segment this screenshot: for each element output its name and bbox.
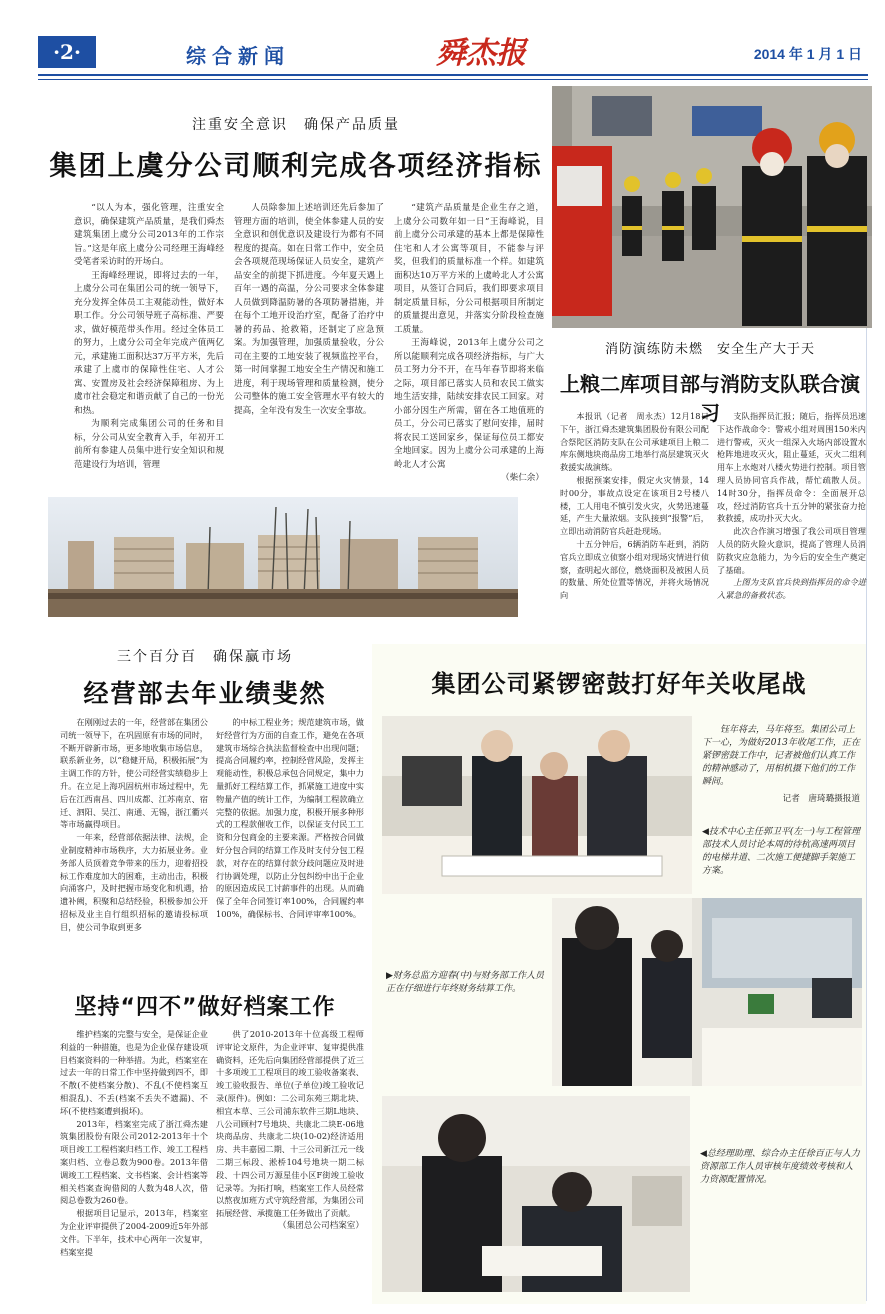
article-headline: 坚持“四不”做好档案工作 [74,995,336,1020]
paper-logo [406,32,556,72]
photo-caption: 上图为支队官兵快到指挥员的命令进入紧急的备救状态。 [717,577,866,601]
paragraph: 王海峰说，2013年上虞分公司之所以能顺利完成各项经济指标，与广大员工努力分不开，在马年春节即将来临之际，项目部已落实人员和农民工做实地生活安排，陆续安排农民工回家。对小部分因生产所需，留在各工地值班的员工，分公司已落实了慰问安排，届时将农民工送回家乡，保证每位员工都安全地回家。因为上虞分公司承建的上海岭北人才公寓 [394,338,544,470]
header-rule [38,74,868,76]
finance-dept-photo [552,898,862,1086]
article-column [216,1028,364,1296]
article-column [60,716,208,976]
photo-credit: 记者 唐琦璐摄报道 [782,794,860,804]
article-column [717,410,866,638]
paragraph: 一年来，经营部依据法律、法规，企业制度精神市场秩序，大力拓展业务。业务部人员顶着竞争带来的压力，迎着招投标工作难度加大的困难，主动出击，积极向涌客户，及时把握市场变化和机遇，拾遗补阙，积聚和总结经验，积极参加公开招标及业主自行组织招标的邀请投标项目，使公司争取到更多 [60,832,208,932]
article-column [216,716,364,976]
page-number: ·2· [38,36,96,68]
paragraph: 的中标工程业务；规范建筑市场，做好经营行为方面的自查工作，避免在各项建筑市场综合执法监督检查中出现问题；提高合同履约率，控制经营风险，发挥主观能动性，积极总承包合同规定，集中力量抓好工程结算工作，抓紧施工进度中实物量产值的统计工作，为编制工程款确立完整的依据。加强力度，积极开展多种形式的工程款催收工作，以保证支付民工工资和分包商金的主要来源。严格按合同做好分包合同的结算工作及时支付分包工程款，对存在的结算付款分歧问题应及时进行协调处理，以防止分包纠纷中出于企业的原因造成民工讨薪事件的出现。从而确保了全年合同签订率100%，合同履约率100%，确保标书、合同评审率100%。 [216,717,364,919]
caption-heading: 消防演练防未燃 安全生产大于天 [604,342,815,357]
article-headline: 集团上虞分公司顺利完成各项经济指标 [49,151,543,182]
photo-caption: ◀总经理助理、综合办主任徐百正与人力资源部工作人员审核年度绩效考核和人力资源配置情况。 [700,1149,860,1185]
paragraph: 维护档案的完整与安全，是保证企业利益的一种措施，也是为企业保存建设项目档案资料的一种举措。为此，档案室在过去一年的日常工作中坚持做到四不，即不散(不使档案分散)、不乱(不使档案互相混乱)、不丢(档案不丢失不遗漏)、不坏(不使档案遭到损坏)。 [60,1029,208,1116]
paragraph: “以人为本，强化管理，注重安全意识，确保建筑产品质量，是我们舜杰建筑集团上虞分公司2013年的工作宗旨。”这是年底上虞分公司经理王海峰经受笔者采访时的开场白。 [74,203,224,267]
paragraph: 本报讯（记者 周永杰）12月18日下午，浙江舜杰建筑集团股份有限公司配合祭陀区消防支队在公司承建项目上粮二库东侧地块商品房工地举行高层建筑灭火救援实战演练。 [560,411,709,473]
paragraph: 支队指挥员汇报；随后，指挥员迅速下达作战命令：警戒小组对周围150米内进行警戒，灭火一组深入火场内部设置水枪阵地进攻灭火，阻止蔓延，灭火二组利用车上水炮对八楼火势进行控制。项目管理人员协同官兵作战，帮忙疏散人员。14时30分，指挥员命令：全面展开总攻，经过消防官兵十五分钟的紧张奋力抢救救援，成功扑灭大火。 [717,411,866,524]
issue-date: 2014 年 1 月 1 日 [753,46,862,62]
article-headline: 经营部去年业绩斐然 [83,679,327,708]
article-fire-drill [552,332,868,638]
feature-intro [702,724,860,806]
intro-text: 钰年将去，马年将至。集团公司上下一心，为做好2013年收尾工作，正在紧锣密鼓工作中，记者被他们认真工作的精神感动了，用相机摄下他们的工作瞬间。 [702,725,860,787]
paragraph: 人员除参加上述培训还先后参加了管理方面的培训，使全体参建人员的安全意识和创优意识及建设行为都有不同程度的提高。如在日常工作中，安全员会各项规范现场保证人员安全，建筑产品安全的前提下抓进度。今年夏天遇上百年一遇的高温，分公司要求全体参建人员做到降温防暑的各项防暑措施，并在每个工地开设治疗室，配备了治疗中暑的药品、抢救箱，还制定了应急预案。为加强管理，加强质量验收，分公司在主要的工地安装了视频监控平台，第一时间掌握工地安全生产情况和施工进度，利于现场管理和质量检测，使分公司整体的施工安全管理水平有较大的提高，全年没有发生一次安全事故。 [234,203,384,416]
paragraph: 十五分钟后，6辆消防车赶到，消防官兵立即成立侦察小组对现场灾情进行侦察，查明起火部位，燃烧面积及被困人员的数量、所处位置等情况，并将火场情况向 [560,538,709,601]
residential-buildings-photo [48,497,518,617]
article-credit: （柴仁余） [501,473,544,483]
article-kicker: 三个百分百 确保赢市场 [117,649,293,665]
svg-text:舜杰报: 舜杰报 [436,36,526,71]
paragraph: 2013年，档案室完成了浙江舜杰建筑集团股份有限公司2012-2013年十个项目竣工工程档案归档工作、竣工工程档案归档、立卷总数为900卷。2013年借调竣工工程档案、文书档案、会计档案等相关档案查询借阅的人数为48人次，借阅总卷数为260卷。 [60,1118,208,1206]
article-archives [44,984,366,1300]
paragraph: 根据预案安排，假定火灾情景，14时00分，事故点设定在该项目2号楼八楼，工人用电不慎引发火灾，火势迅速蔓延，产生大量浓烟。支队接到“报警”后，立即出动消防官兵赶赴现场。 [560,474,709,537]
tech-center-photo [382,716,692,894]
photo-caption: ◀技术中心主任郭卫平(左一)与工程管理部技术人员讨论本周的待杭高速两项目的电梯井道、二次施工便捷脚手架施工方案。 [702,827,860,876]
photo-feature-panel [372,644,866,1304]
paragraph: “建筑产品质量是企业生存之道，上虞分公司数年如一日”王海峰说，目前上虞分公司承建的基本上都是保障性住宅和人才公寓等项目，不能参与评奖，但我们的质量标准一个样。如建筑面积达10万平方米的上虞岭北人才公寓项目，从签订合同后，我们即要求项目制定质量目标，分公司根据项目所制定的质量提出意见，并落实分阶段检查施工质量。 [394,203,544,335]
article-headline: 集团公司紧锣密鼓打好年关收尾战 [431,670,807,698]
header-rule-thin [38,79,868,80]
article-business-dept [44,640,366,980]
photo-caption: ▶财务总监方迎春(中)与财务部工作人员正在仔细进行年终财务结算工作。 [386,971,544,994]
hr-dept-photo [382,1096,690,1292]
paragraph: 为顺利完成集团公司的任务和目标，分公司从安全教育入手，年初开工前所有参建人员集中进行安全知识和规范建设行为培训，管理 [74,419,224,470]
article-column [560,410,709,638]
section-title: 综合新闻 [186,44,290,68]
article-column [60,1028,208,1296]
article-headline: 上粮二库项目部与消防支队联合演习 [560,372,860,425]
article-credit: （集团总公司档案室） [278,1220,364,1231]
fire-drill-photo [552,86,872,328]
paragraph: 王海峰经理说，即将过去的一年，上虞分公司在集团公司的统一领导下，充分发挥全体员工主观能动性，做好本职工作。分公司领导班子高标准、严要求，做好模范带头作用。经过全体员工的努力，上虞分公司全年完成产值两亿元，承建施工面积达37万平方米，先后承建了上虞市的保障性住宅、人才公寓、安置房及社会经济保障租房、为上虞市社会稳定和谐贡献了自己的一份光和热。 [74,270,224,416]
article-kicker: 注重安全意识 确保产品质量 [192,117,400,133]
paragraph: 在刚刚过去的一年，经营部在集团公司统一领导下，在巩固原有市场的同时，不断开辟新市场，更多地收集市场信息，联系新业务，以“稳健开局，积极拓展”为主调工作的方针，使公司经营实绩稳步上升。在立足上海巩固杭州市场过程中，先后在江西南昌、四川成都、江苏南京、宿迁、泗阳、吴江、南通、无锡，浙江衢兴等市场赢得项目。 [60,717,208,830]
paragraph: 此次合作演习增强了我公司项目管理人员的防火险火意识，提高了管理人员消防救灾应急能力，为今后的安全生产奠定了基础。 [717,526,866,575]
paragraph: 供了2010-2013年十位高级工程师评审论文原件，为企业评审、复审提供准确资料，还先后向集团经营部提供了近三十多项竣工工程项目的竣工验收备案表、竣工验收报告、单位(子单位)竣工验收记录(原件)。例如：二公司东苑三期北块、相宜本草、三公司浦东软件三期L地块、八公司顾村7号地块、共康北二块E-06地块商品房、共康北二块(10-02)经济适用房、共丰嘉园二期、十三公司新江元一线二期三标段、淞桥104号地块一期二标段、十四公司万源星佳小区F街竣工验收记录等。为拓打响，档案室工作人员经常以熬夜加班方式守筑经营部，为集团公司拓展经营、承揽施工任务做出了贡献。 [216,1029,364,1219]
page-header [38,34,868,72]
paragraph: 根据项目记显示，2013年，档案室为企业评审提供了2004-2009近5年外部文件。下半年，技术中心两年一次复审，档案室提 [60,1208,208,1257]
